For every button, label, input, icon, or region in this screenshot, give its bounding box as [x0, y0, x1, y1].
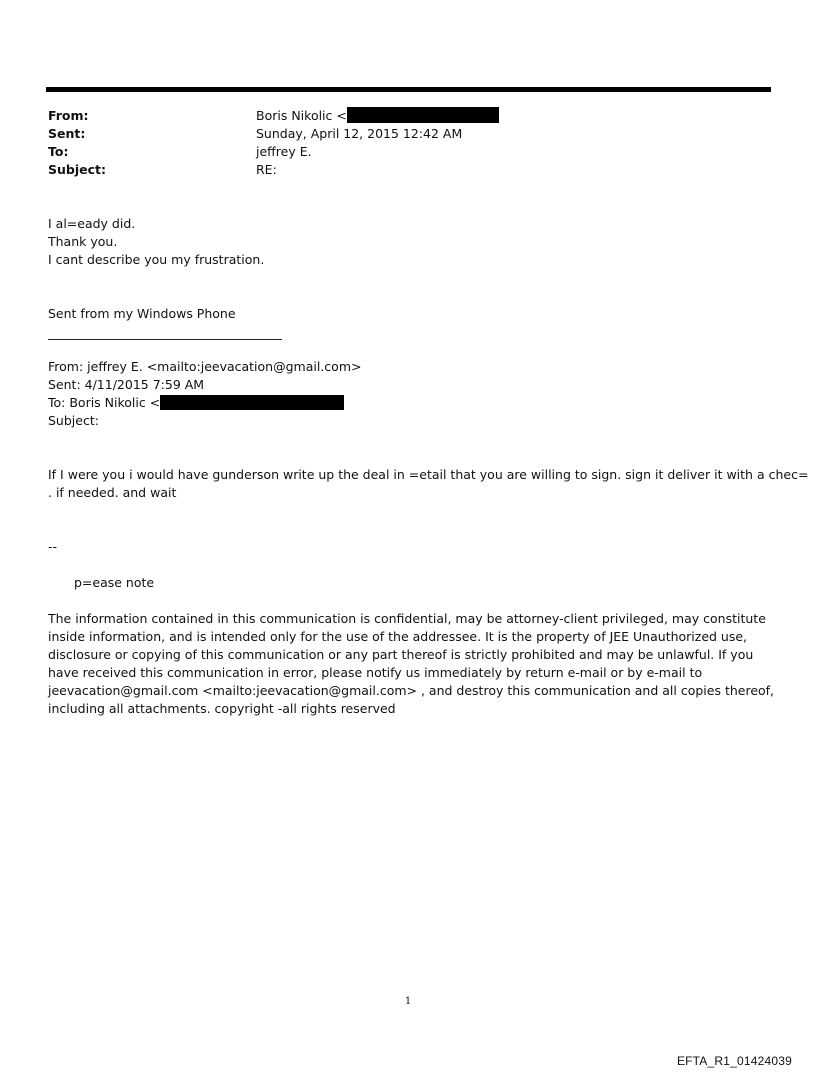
- quoted-body-line-2: . if needed. and wait: [48, 485, 177, 500]
- quoted-subject: Subject:: [48, 413, 99, 428]
- subject-label: Subject:: [48, 162, 106, 177]
- page-number: 1: [404, 996, 412, 1007]
- please-note: p=ease note: [74, 575, 155, 590]
- quoted-to: [48, 394, 344, 412]
- header-rule: [46, 87, 771, 92]
- quoted-to-text: To: Boris Nikolic <: [48, 395, 161, 410]
- to-value: jeffrey E.: [256, 144, 312, 159]
- quoted-from: From: jeffrey E. <mailto:jeevacation@gmail.com>: [48, 359, 362, 374]
- sent-value: Sunday, April 12, 2015 12:42 AM: [256, 126, 463, 141]
- from-value: [256, 107, 499, 125]
- subject-value: RE:: [256, 162, 277, 177]
- redaction-block: [160, 395, 344, 410]
- from-label: From:: [48, 108, 89, 123]
- reply-line-3: I cant describe you my frustration.: [48, 252, 265, 267]
- sent-label: Sent:: [48, 126, 86, 141]
- to-label: To:: [48, 144, 69, 159]
- quoted-body-line-1: If I were you i would have gunderson write up the deal in =etail that you are willing to sign. sign it deliver it with a chec=: [48, 467, 809, 482]
- redaction-block: [347, 107, 499, 123]
- phone-signature: Sent from my Windows Phone: [48, 306, 236, 321]
- signature-dashes: --: [48, 539, 58, 554]
- quote-separator: [48, 339, 282, 340]
- from-name: Boris Nikolic <: [256, 108, 347, 123]
- reply-line-2: Thank you.: [48, 234, 118, 249]
- quoted-sent: Sent: 4/11/2015 7:59 AM: [48, 377, 205, 392]
- reply-line-1: I al=eady did.: [48, 216, 136, 231]
- bates-number: EFTA_R1_01424039: [676, 1054, 792, 1068]
- confidentiality-disclaimer: The information contained in this communication is confidential, may be attorney-client privileged, may constitute inside information, and is intended only for the use of the addressee. It is the property of JEE Unauthorized use, disclosure or copying of this communication or any part thereof is strictly prohibited and may be unlawful. If you have received this communication in error, please notify us immediately by return e-mail or by e-mail to jeevacation@gmail.com <mailto:jeevacation@gmail.com> , and destroy this communication and all copies thereof, including all attachments. copyright -all rights reserved: [48, 611, 775, 716]
